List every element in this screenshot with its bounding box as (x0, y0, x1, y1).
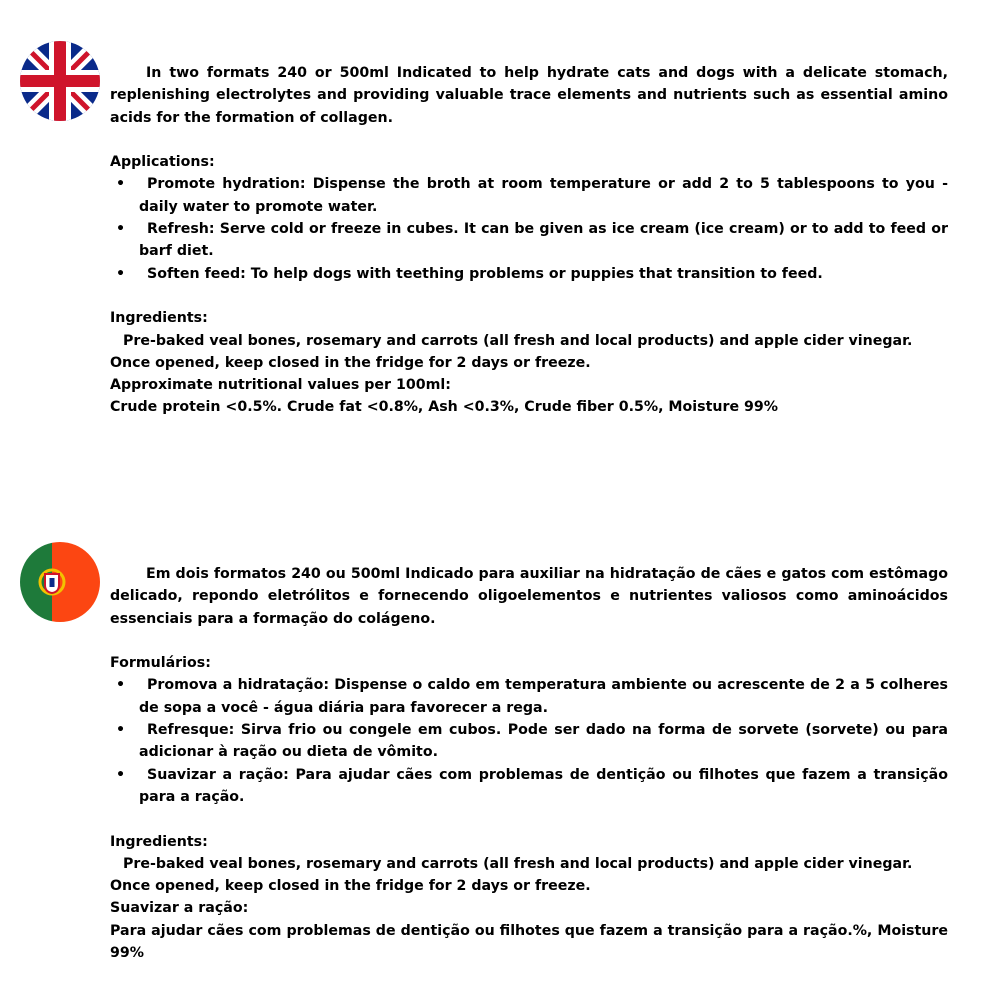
portuguese-nutrition: Para ajudar cães com problemas de dentição ou filhotes que fazem a transição para a ração.%, Moisture 99% (110, 922, 948, 962)
portuguese-ingredients-heading: Ingredients: (110, 833, 208, 850)
portuguese-nutrition-heading: Suavizar a ração: (110, 900, 249, 917)
english-section (110, 62, 948, 419)
portuguese-section (110, 563, 948, 964)
list-item: • Refresque: Sirva frio ou congele em cubos. Pode ser dado na forma de sorvete (sorvete) ou para adicionar à ração ou dieta de vômito. (110, 719, 948, 764)
english-nutrition: Crude protein <0.5%. Crude fat <0.8%, Ash <0.3%, Crude fiber 0.5%, Moisture 99% (110, 399, 778, 416)
list-item: • Promova a hidratação: Dispense o caldo em temperatura ambiente ou acrescente de 2 a 5 colheres de sopa a você - água diária para favorecer a rega. (110, 674, 948, 719)
portuguese-intro: Em dois formatos 240 ou 500ml Indicado para auxiliar na hidratação de cães e gatos com estômago delicado, repondo eletrólitos e fornecendo oligoelementos e nutrientes valiosos como aminoácidos essenciais para a formação do colágeno. (110, 566, 948, 627)
english-applications-heading: Applications: (110, 154, 215, 171)
english-ingredients: Pre-baked veal bones, rosemary and carrots (all fresh and local products) and apple cider vinegar. (123, 332, 913, 349)
uk-flag-graphic (20, 41, 100, 121)
uk-flag-icon (20, 41, 100, 121)
list-item: • Refresh: Serve cold or freeze in cubes. It can be given as ice cream (ice cream) or to add to feed or barf diet. (110, 218, 948, 263)
english-ingredients-heading: Ingredients: (110, 310, 208, 327)
portuguese-applications-heading: Formulários: (110, 655, 211, 672)
list-item: • Soften feed: To help dogs with teething problems or puppies that transition to feed. (110, 263, 948, 285)
english-nutrition-heading: Approximate nutritional values per 100ml: (110, 377, 451, 394)
portugal-flag-graphic (20, 542, 100, 622)
english-intro: In two formats 240 or 500ml Indicated to help hydrate cats and dogs with a delicate stomach, replenishing electrolytes and providing valuable trace elements and nutrients such as essential amino acids for the formation of collagen. (110, 65, 948, 126)
list-item: • Suavizar a ração: Para ajudar cães com problemas de dentição ou filhotes que fazem a transição para a ração. (110, 764, 948, 809)
english-storage: Once opened, keep closed in the fridge for 2 days or freeze. (110, 354, 591, 371)
portuguese-ingredients: Pre-baked veal bones, rosemary and carrots (all fresh and local products) and apple cider vinegar. (123, 855, 913, 872)
english-applications-list (110, 173, 948, 284)
portuguese-applications-list (110, 674, 948, 808)
portugal-flag-icon (20, 542, 100, 622)
portuguese-storage: Once opened, keep closed in the fridge for 2 days or freeze. (110, 878, 591, 895)
list-item: • Promote hydration: Dispense the broth at room temperature or add 2 to 5 tablespoons to you - daily water to promote water. (110, 173, 948, 218)
